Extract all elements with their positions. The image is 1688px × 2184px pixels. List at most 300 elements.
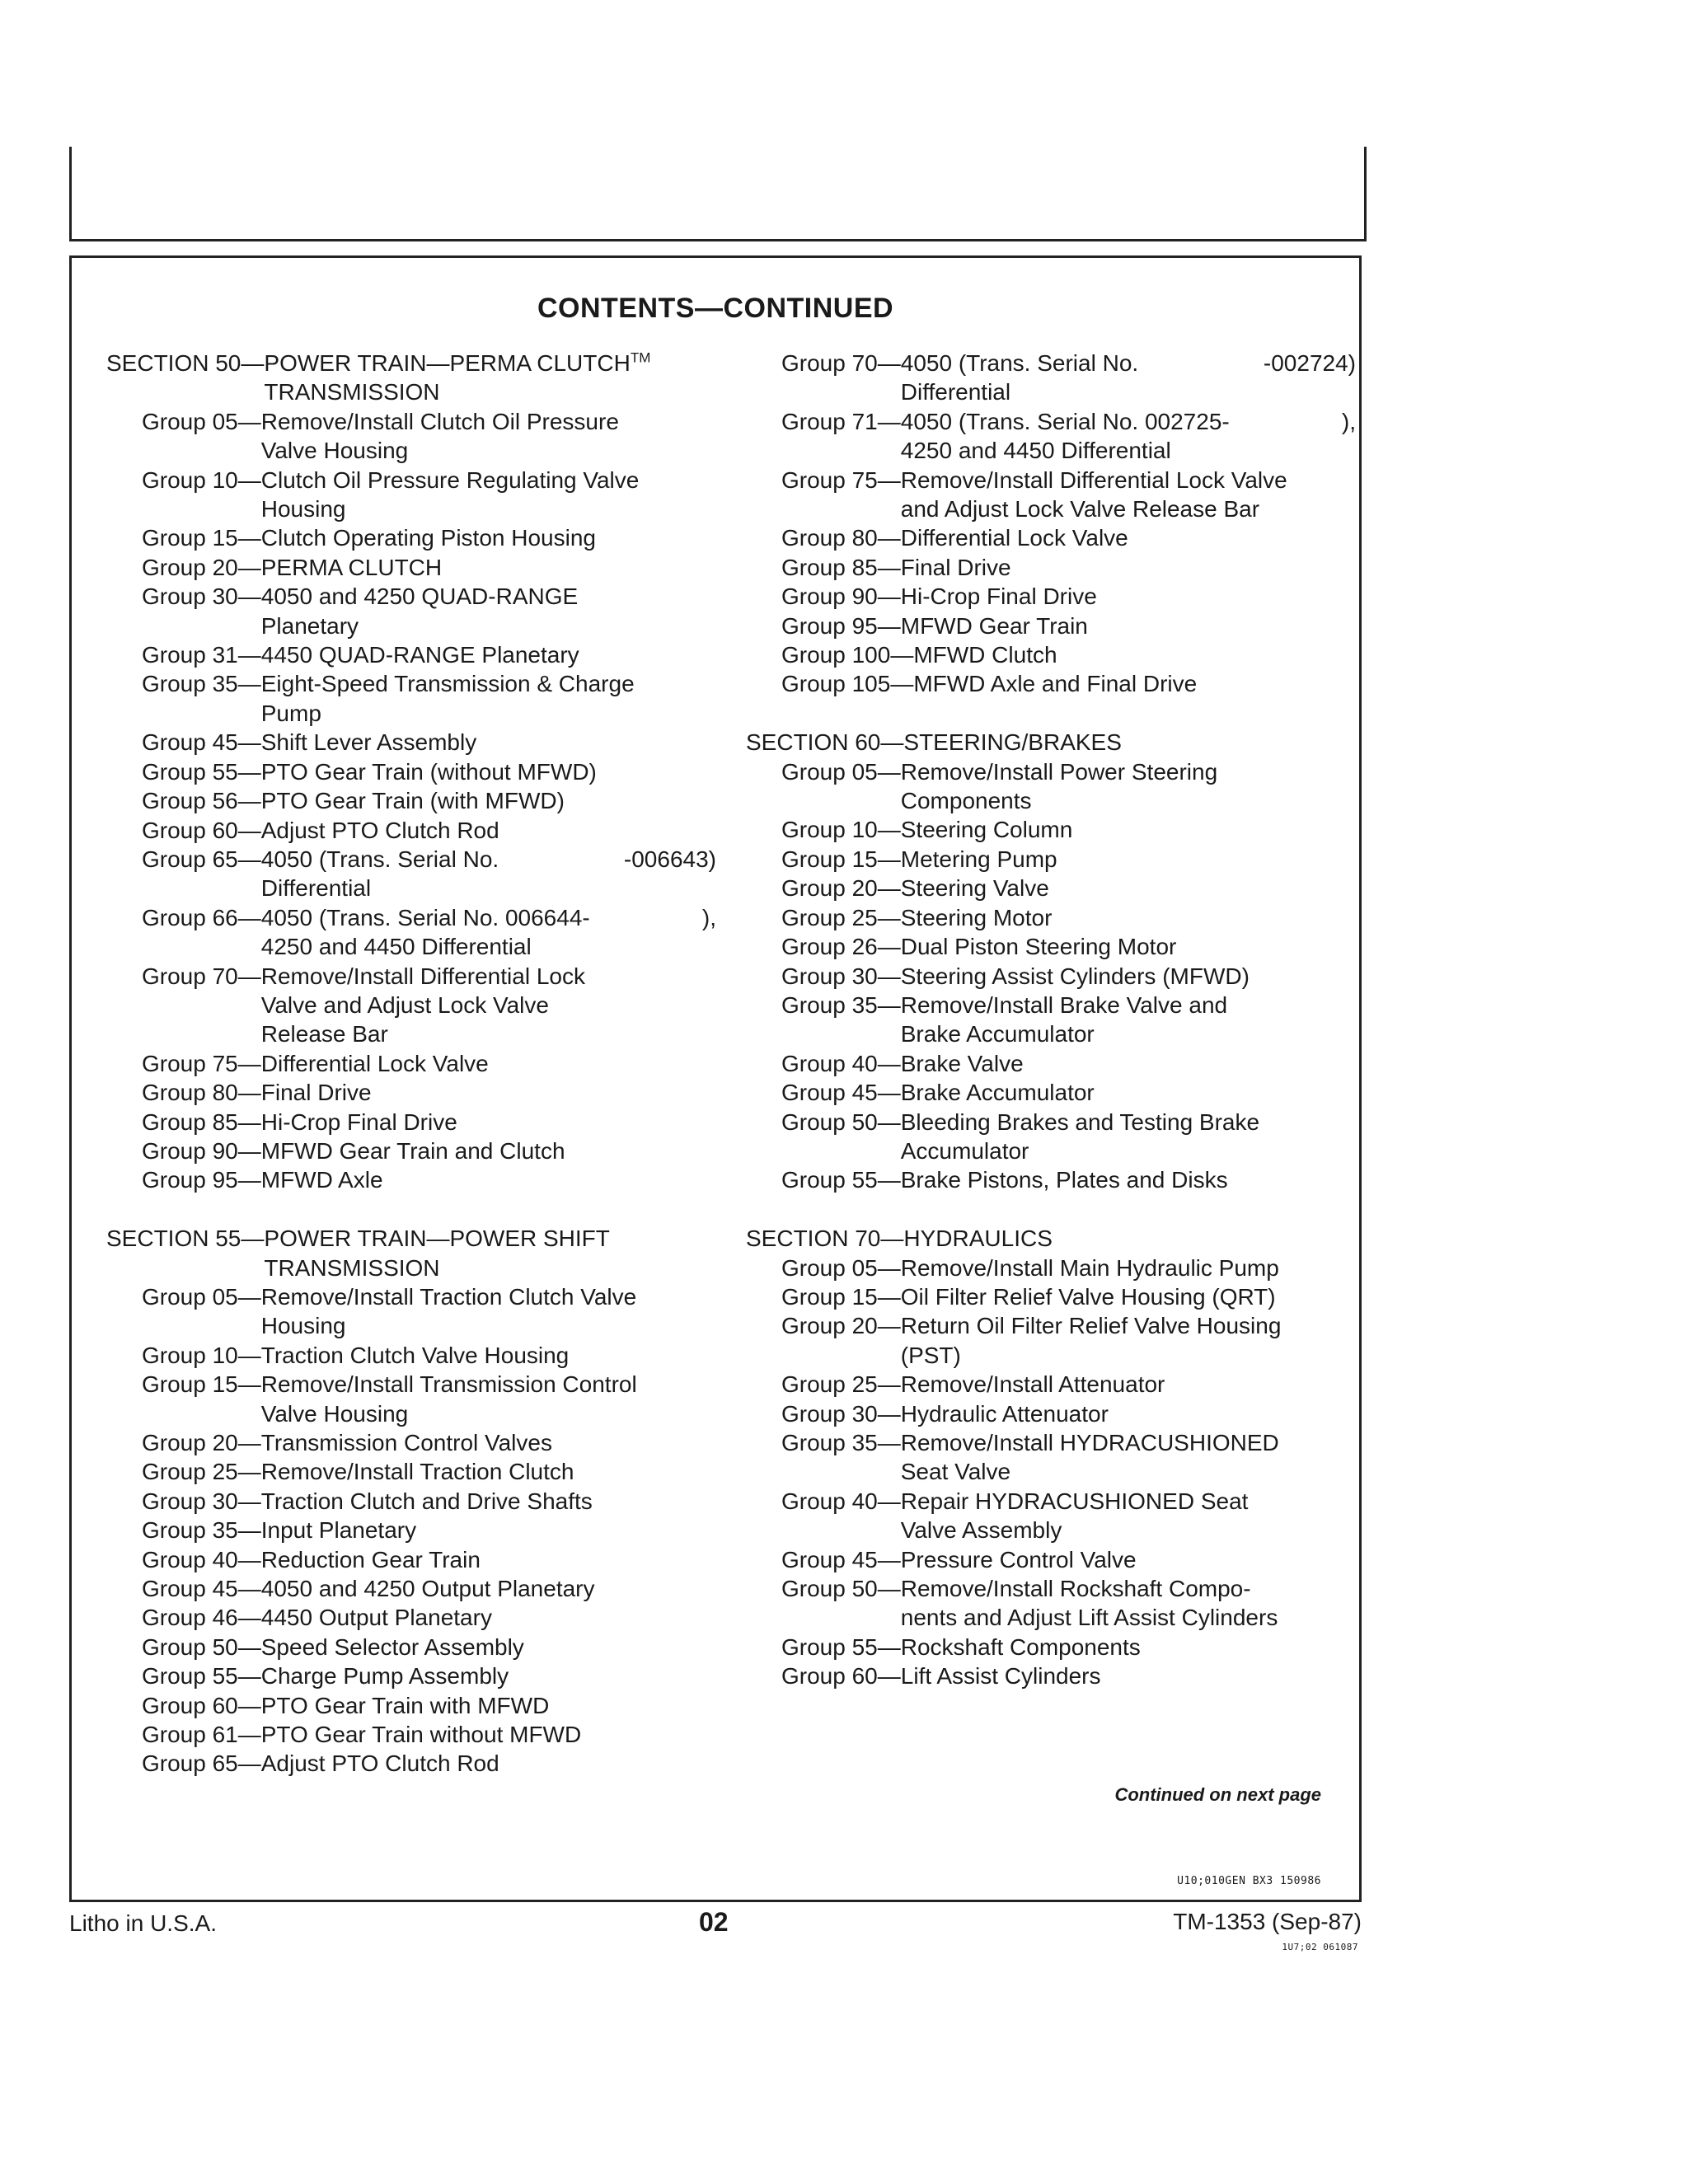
trademark-mark: TM [630,349,651,366]
entry-text: Brake Pistons, Plates and Disks [900,1167,1228,1193]
group-number: Group 25— [781,1371,901,1398]
entry-text: PTO Gear Train (without MFWD) [260,758,597,785]
group-number: Group 15— [142,525,261,551]
group-number: Group 55— [781,1167,901,1193]
group-number: Group 60— [142,1692,261,1718]
entry-line [901,1341,1356,1370]
toc-group-entry [106,1691,716,1720]
toc-group-entry [106,407,716,466]
entry-text: Remove/Install Main Hydraulic Pump [900,1254,1279,1281]
entry-line [261,1545,716,1574]
toc-group-entry [746,1282,1356,1311]
entry-text: 4050 and 4250 QUAD-RANGE [260,583,579,610]
section-number: SECTION 50— [106,350,265,376]
group-number: Group 56— [142,788,261,814]
group-number: Group 40— [142,1546,261,1572]
group-title [901,962,1356,991]
section-number: SECTION 70— [746,1226,904,1252]
toc-group-entry [106,962,716,1049]
entry-text: MFWD Axle and Final Drive [913,671,1198,697]
group-number: Group 60— [142,817,261,843]
group-number: Group 60— [781,1663,901,1690]
group-number: Group 45— [142,729,261,756]
toc-group-entry [746,1165,1356,1194]
footer-litho: Litho in U.S.A. [69,1910,217,1936]
group-number: Group 26— [781,934,901,960]
entry-line [903,728,1356,757]
toc-group-entry [746,845,1356,874]
group-number: Group 35— [781,991,901,1018]
entry-text: Remove/Install Attenuator [900,1371,1165,1398]
entry-line [901,786,1356,815]
group-title [261,553,716,582]
entry-text: PTO Gear Train with MFWD [260,1692,550,1718]
group-title [901,1254,1356,1282]
group-number: Group 30— [142,583,261,610]
toc-group-entry [106,845,716,903]
entry-text: Hydraulic Attenuator [900,1400,1109,1427]
document-code: U10;010GEN BX3 150986 [1177,1875,1321,1887]
toc-group-entry [746,991,1356,1049]
entry-line [261,436,716,465]
entry-line [261,874,716,902]
entry-line [901,1108,1356,1137]
toc-group-entry [746,1399,1356,1428]
entry-text: PTO Gear Train without MFWD [260,1722,582,1748]
group-title [901,1399,1356,1428]
entry-text: Remove/Install Differential Lock [260,963,585,989]
entry-line [901,1049,1356,1078]
group-number: Group 05— [781,1254,901,1281]
group-title [901,1165,1356,1194]
toc-group-entry [106,1108,716,1137]
group-title [261,407,716,466]
group-title [261,1165,716,1194]
entry-text: Repair HYDRACUSHIONED Seat [900,1488,1249,1514]
toc-group-entry [106,757,716,786]
entry-text: Steering Assist Cylinders (MFWD) [900,963,1250,989]
entry-line [261,991,716,1019]
toc-group-entry [746,1428,1356,1487]
toc-group-entry [746,903,1356,932]
group-title [901,757,1356,816]
section-heading [106,1224,716,1282]
entry-text: Remove/Install Brake Valve and [900,991,1228,1018]
entry-line [261,1341,716,1370]
entry-line [261,816,716,845]
toc-group-entry [746,349,1356,407]
entry-line [901,407,1356,436]
entry-line [261,1282,716,1311]
group-title [901,582,1356,611]
toc-group-entry [746,1108,1356,1166]
entry-text: Dual Piston Steering Motor [900,934,1177,960]
group-number: Group 35— [142,1517,261,1544]
group-number: Group 55— [142,758,261,785]
toc-section [106,1224,716,1779]
entry-line [261,612,716,640]
footer-manual-id: TM-1353 (Sep-87) [1173,1909,1362,1934]
toc-group-entry [746,1370,1356,1399]
toc-group-entry [106,1633,716,1661]
toc-group-entry [106,1457,716,1486]
entry-line [261,1633,716,1661]
entry-serial-range: ), [701,904,716,930]
toc-group-entry [746,1661,1356,1690]
toc-group-entry [746,523,1356,552]
toc-group-entry [106,1720,716,1749]
entry-text: MFWD Axle [260,1167,383,1193]
toc-group-entry [106,903,716,962]
entry-text: Remove/Install Traction Clutch [260,1459,574,1485]
entry-line [261,494,716,523]
toc-group-entry [106,1487,716,1516]
toc-group-entry [746,553,1356,582]
entry-text: TRANSMISSION [264,379,440,405]
entry-line [901,1078,1356,1107]
entry-text: 4250 and 4450 Differential [900,438,1171,464]
group-number: Group 70— [142,963,261,989]
entry-text: Final Drive [260,1080,372,1106]
toc-group-entry [106,1341,716,1370]
group-number: Group 30— [781,1400,901,1427]
entry-line [261,699,716,728]
group-title [261,1049,716,1078]
entry-line [261,786,716,815]
section-number: SECTION 60— [746,729,904,756]
group-number: Group 30— [142,1488,261,1514]
group-number: Group 10— [142,1342,261,1368]
entry-text: Reduction Gear Train [260,1546,481,1572]
toc-group-entry [106,582,716,640]
toc-group-entry [746,1545,1356,1574]
entry-line [901,1487,1356,1516]
section-title [903,1224,1356,1253]
entry-line [913,640,1356,669]
group-number: Group 100— [781,642,914,668]
group-number: Group 15— [781,846,901,872]
group-number: Group 85— [142,1108,261,1135]
toc-group-entry [746,669,1356,698]
toc-group-entry [746,757,1356,816]
entry-text: Rockshaft Components [900,1633,1141,1660]
entry-line [261,1078,716,1107]
entry-line [261,1049,716,1078]
entry-line [901,553,1356,582]
entry-text: Shift Lever Assembly [260,729,477,756]
group-title [261,640,716,669]
toc-group-entry [746,1311,1356,1370]
entry-line [901,1137,1356,1165]
group-title [901,1282,1356,1311]
entry-text: Accumulator [900,1137,1029,1164]
entry-text: Charge Pump Assembly [260,1663,509,1690]
group-number: Group 90— [142,1137,261,1164]
toc-group-entry [106,640,716,669]
entry-text: Hi-Crop Final Drive [900,583,1097,610]
entry-text: Return Oil Filter Relief Valve Housing [900,1313,1282,1339]
entry-text: POWER TRAIN—PERMA CLUTCH [264,350,631,376]
entry-text: Valve Housing [260,438,409,464]
left-column [106,349,716,1779]
entry-text: Adjust PTO Clutch Rod [260,1750,499,1777]
entry-line [903,1224,1356,1253]
entry-text: 4250 and 4450 Differential [260,934,532,960]
toc-group-entry [106,786,716,815]
toc-group-entry [106,1137,716,1165]
group-number: Group 90— [781,583,901,610]
entry-line [261,1457,716,1486]
entry-line [901,494,1356,523]
entry-text: Hi-Crop Final Drive [260,1108,457,1135]
entry-text: HYDRAULICS [903,1226,1053,1252]
toc-group-entry [106,816,716,845]
entry-line [261,1661,716,1690]
entry-text: Remove/Install Rockshaft Compo- [900,1576,1251,1602]
entry-line [901,436,1356,465]
entry-line [901,815,1356,844]
toc-group-entry [106,523,716,552]
entry-text: 4050 and 4250 Output Planetary [260,1576,595,1602]
entry-text: Bleeding Brakes and Testing Brake [900,1108,1260,1135]
group-title [901,991,1356,1049]
entry-line [261,903,716,932]
group-number: Group 55— [142,1663,261,1690]
group-title [261,1603,716,1632]
entry-line [261,757,716,786]
entry-line [901,582,1356,611]
entry-text: Differential [260,875,372,902]
group-number: Group 40— [781,1488,901,1514]
entry-text: Components [900,788,1032,814]
entry-line [901,1399,1356,1428]
entry-line [901,874,1356,902]
toc-group-entry [746,1487,1356,1545]
entry-text: Steering Valve [900,875,1049,902]
group-number: Group 35— [781,1430,901,1455]
group-title [901,874,1356,902]
group-number: Group 45— [781,1080,901,1106]
group-number: Group 66— [142,904,261,930]
entry-line [261,1574,716,1603]
group-number: Group 61— [142,1722,261,1748]
group-number: Group 70— [781,350,901,376]
entry-line [901,845,1356,874]
entry-line [901,991,1356,1019]
toc-section [746,349,1356,699]
continued-note: Continued on next page [1114,1784,1321,1805]
entry-line [261,1311,716,1340]
entry-line [901,612,1356,640]
group-number: Group 95— [142,1167,261,1193]
entry-serial-range: ), [1341,408,1356,434]
group-number: Group 15— [142,1371,261,1398]
toc-group-entry [106,728,716,757]
contents-box [69,255,1362,1902]
entry-line [264,377,716,406]
entry-line [901,1311,1356,1340]
group-number: Group 46— [142,1605,261,1631]
entry-text: Transmission Control Valves [260,1430,552,1456]
entry-line [261,669,716,698]
section-heading [746,728,1356,757]
group-number: Group 20— [781,1313,901,1339]
entry-line [901,466,1356,494]
entry-line [261,1108,716,1137]
entry-line [901,962,1356,991]
section-title [264,349,716,407]
entry-text: Differential Lock Valve [260,1050,489,1076]
group-title [261,1370,716,1428]
entry-text: Steering Motor [900,904,1053,930]
group-title [261,1633,716,1661]
group-title [901,903,1356,932]
group-number: Group 05— [142,1283,261,1310]
entry-line [901,1574,1356,1603]
group-title [901,1078,1356,1107]
entry-text: Remove/Install Traction Clutch Valve [260,1283,637,1310]
entry-text: MFWD Gear Train [900,612,1088,639]
entry-text: Metering Pump [900,846,1057,872]
group-number: Group 75— [142,1050,261,1076]
page-title: CONTENTS—CONTINUED [537,293,894,324]
toc-group-entry [106,1049,716,1078]
entry-line [901,1516,1356,1544]
entry-line [901,523,1356,552]
group-title [901,815,1356,844]
entry-text: Seat Valve [900,1459,1011,1485]
entry-line [261,1749,716,1778]
entry-line [261,845,716,874]
entry-line [901,1370,1356,1399]
toc-group-entry [746,640,1356,669]
group-title [261,1691,716,1720]
group-title [261,1428,716,1457]
entry-text: Brake Accumulator [900,1021,1095,1047]
entry-line [261,553,716,582]
group-title [261,1661,716,1690]
group-number: Group 20— [781,875,901,902]
entry-line [261,728,716,757]
group-title [261,962,716,1049]
toc-group-entry [746,466,1356,524]
toc-group-entry [106,669,716,728]
entry-serial-range: -002724) [1263,350,1356,376]
section-number: SECTION 55— [106,1226,265,1252]
entry-line [261,1691,716,1720]
group-title [261,1516,716,1544]
entry-line [901,1545,1356,1574]
entry-text: Pump [260,700,321,726]
group-title [261,1137,716,1165]
group-title [901,466,1356,524]
group-number: Group 31— [142,642,261,668]
entry-line [264,1224,716,1253]
group-title [261,1487,716,1516]
group-number: Group 95— [781,612,901,639]
entry-line [261,1019,716,1048]
group-number: Group 30— [781,963,901,989]
group-number: Group 20— [142,554,261,580]
entry-text: Differential [900,379,1011,405]
toc-group-entry [106,1282,716,1341]
group-title [901,1661,1356,1690]
toc-group-entry [746,407,1356,466]
entry-text: MFWD Gear Train and Clutch [260,1137,565,1164]
entry-line [901,757,1356,786]
entry-text: Input Planetary [260,1517,417,1544]
group-number: Group 10— [142,466,261,493]
entry-text: Differential Lock Valve [900,525,1128,551]
entry-text: 4050 (Trans. Serial No. [900,350,1139,376]
entry-text: Release Bar [260,1021,388,1047]
group-title [913,669,1356,698]
group-title [261,1720,716,1749]
entry-text: Brake Accumulator [900,1080,1095,1106]
toc-group-entry [746,962,1356,991]
entry-line [913,669,1356,698]
toc-group-entry [106,1661,716,1690]
toc-group-entry [106,1165,716,1194]
group-title [901,1633,1356,1661]
entry-text: Valve and Adjust Lock Valve [260,991,549,1018]
group-title [261,816,716,845]
toc-group-entry [106,1078,716,1107]
entry-text: 4450 Output Planetary [260,1605,492,1631]
entry-text: Speed Selector Assembly [260,1633,524,1660]
group-number: Group 55— [781,1633,901,1660]
entry-line [901,377,1356,406]
toc-group-entry [746,1574,1356,1633]
entry-text: TRANSMISSION [264,1254,440,1281]
entry-line [261,932,716,961]
entry-line [901,1633,1356,1661]
entry-line [901,1282,1356,1311]
toc-group-entry [746,1049,1356,1078]
entry-text: 4050 (Trans. Serial No. [260,846,499,872]
page-number: 02 [699,1907,729,1937]
group-title [261,1108,716,1137]
right-column [746,349,1356,1691]
section-title [264,1224,716,1282]
group-number: Group 65— [142,846,261,872]
toc-group-entry [106,1574,716,1603]
group-number: Group 50— [142,1633,261,1660]
entry-line [261,1428,716,1457]
entry-text: Remove/Install Transmission Control [260,1371,637,1398]
entry-text: Final Drive [900,554,1011,580]
entry-line [261,1137,716,1165]
group-title [901,845,1356,874]
entry-line [261,407,716,436]
group-title [901,523,1356,552]
entry-text: and Adjust Lock Valve Release Bar [900,496,1260,523]
toc-section [746,1224,1356,1691]
group-title [901,349,1356,407]
toc-group-entry [106,1370,716,1428]
header-bracket [69,147,1367,241]
group-title [261,757,716,786]
group-title [901,1545,1356,1574]
entry-text: (PST) [900,1342,961,1368]
group-number: Group 10— [781,817,901,843]
entry-line [901,1254,1356,1282]
group-number: Group 05— [142,408,261,434]
group-title [261,523,716,552]
entry-text: Remove/Install Clutch Oil Pressure [260,408,619,434]
entry-line [261,523,716,552]
group-title [901,1487,1356,1545]
